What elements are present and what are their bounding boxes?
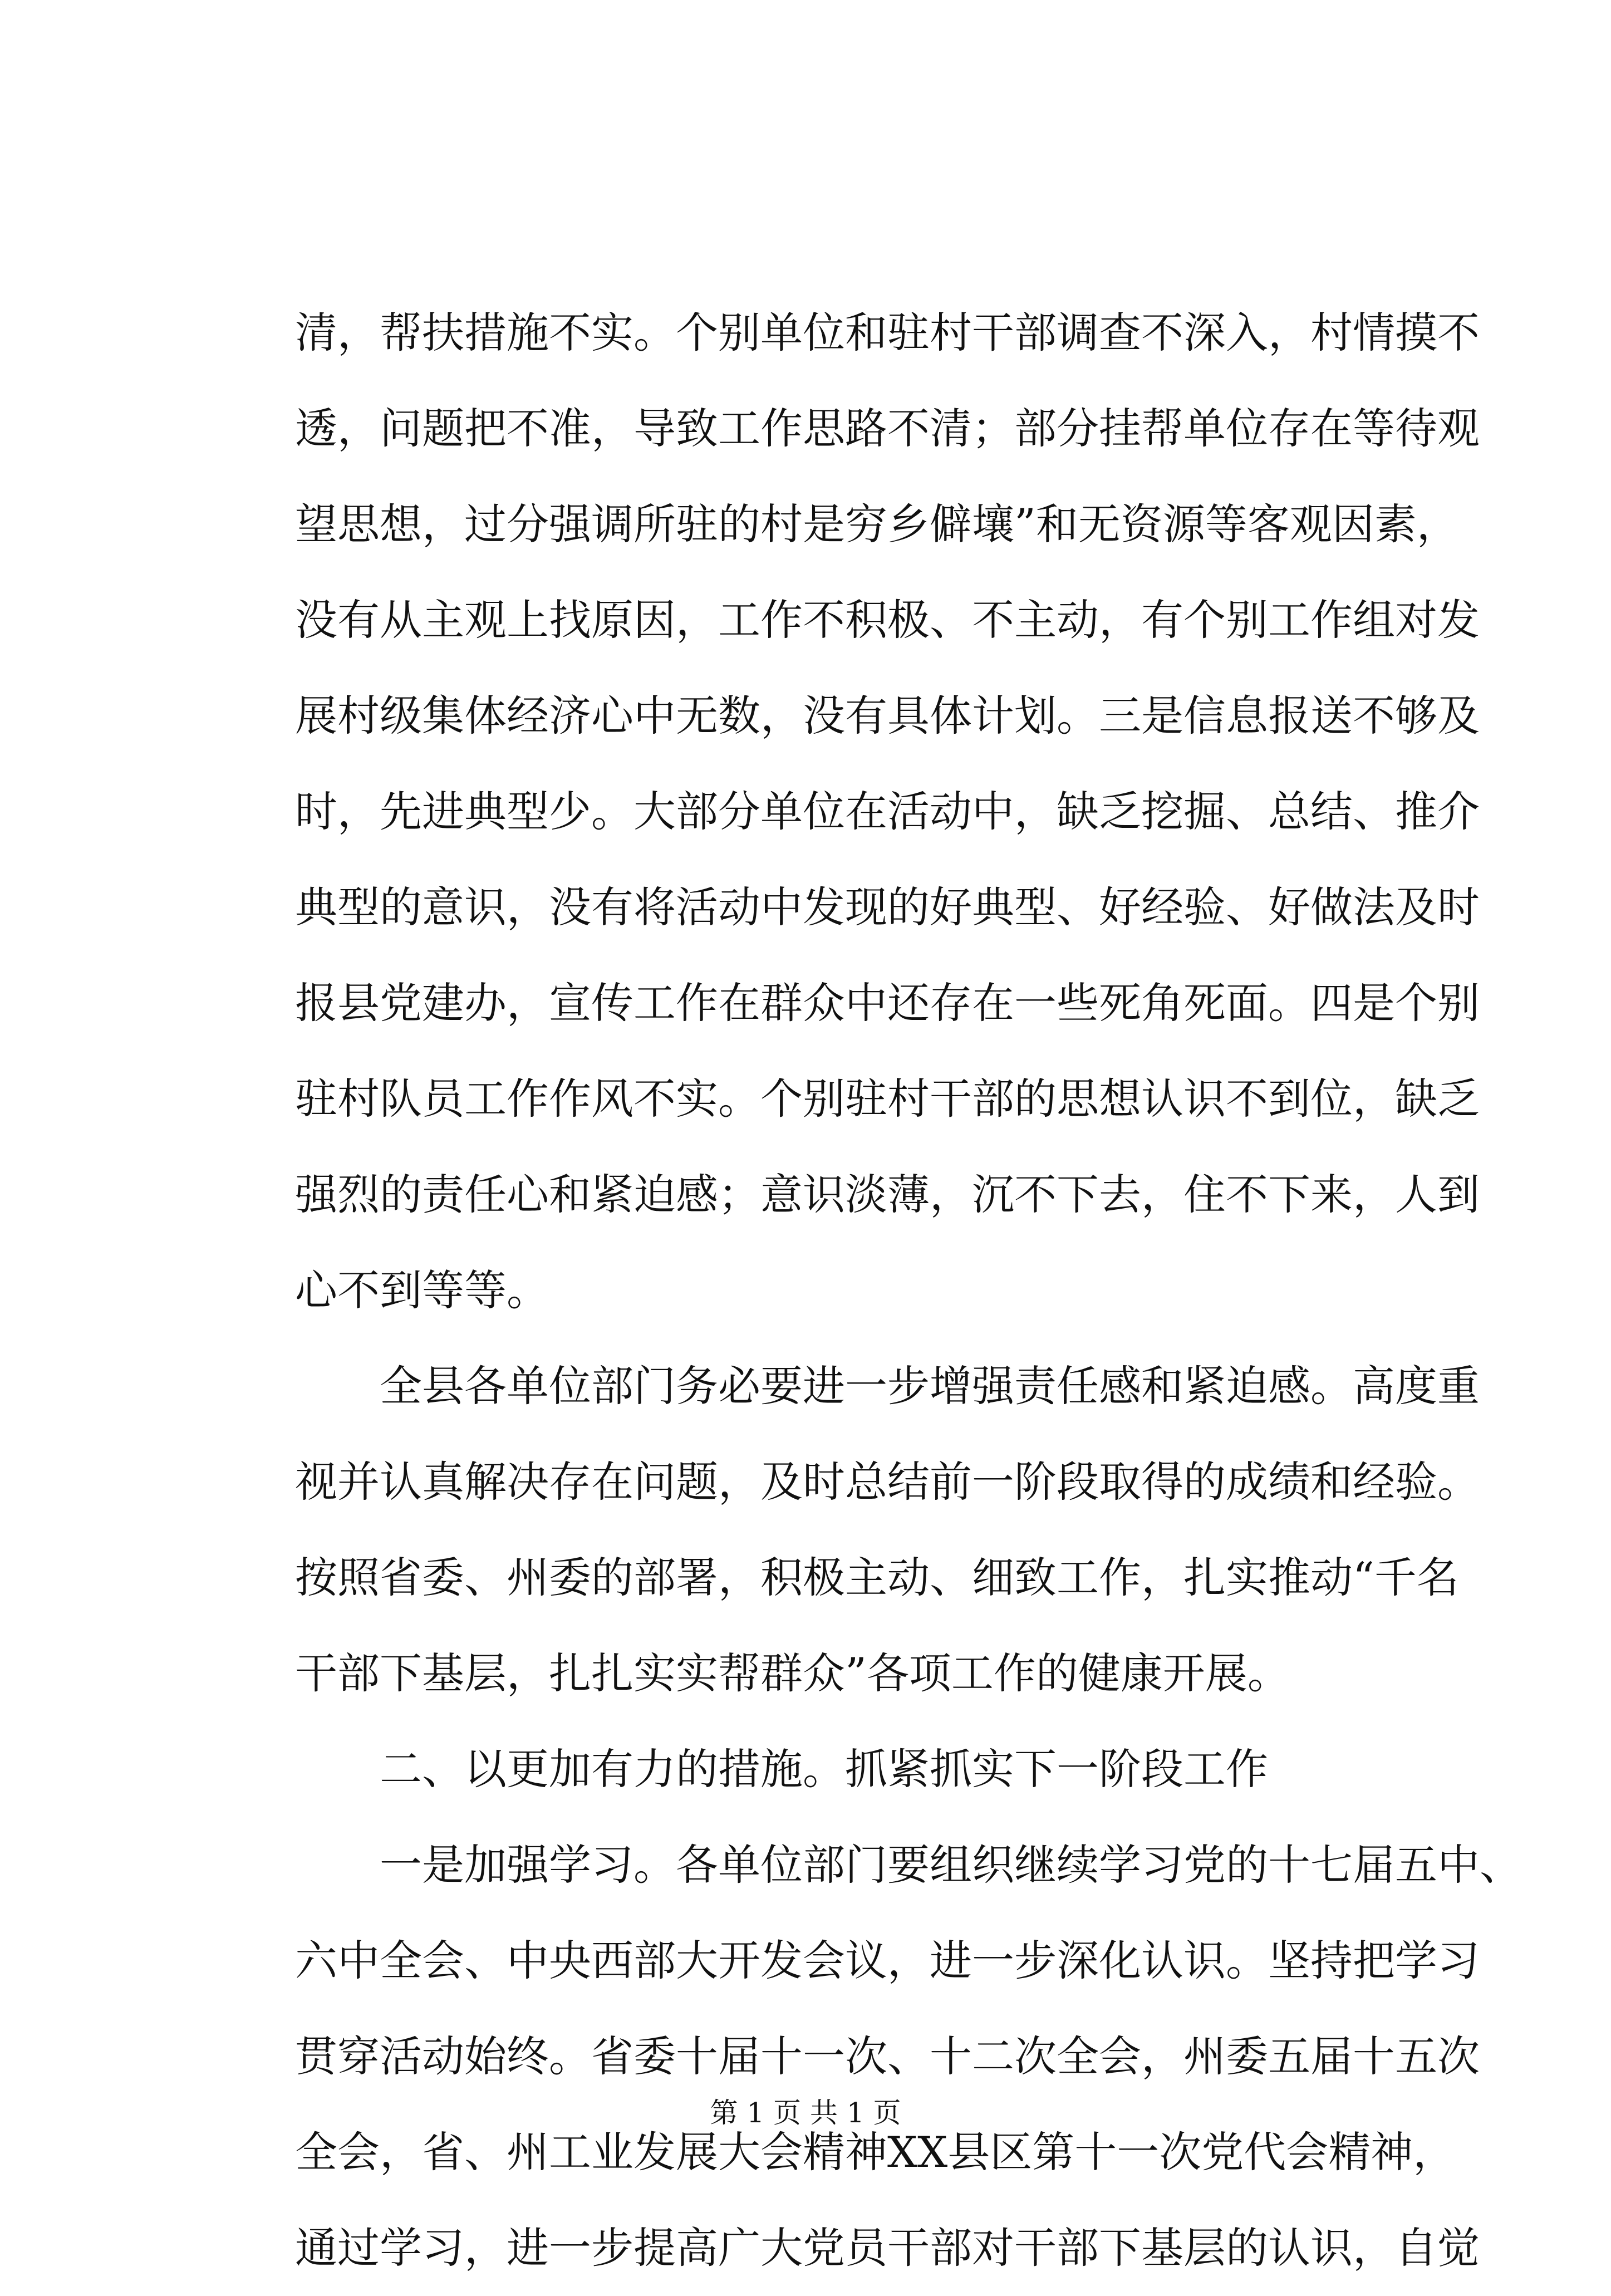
text-line: 按照省委、州委的部署，积极主动、细致工作，扎实推动“千名 bbox=[295, 1553, 1459, 1602]
text-line: 通过学习，进一步提高广大党员干部对干部下基层的认识，自觉 bbox=[295, 2223, 1480, 2273]
text-line: 六中全会、中央西部大开发会议，进一步深化认识。坚持把学习 bbox=[295, 1936, 1480, 1985]
text-line: 透，问题把不准，导致工作思路不清；部分挂帮单位存在等待观 bbox=[295, 404, 1480, 453]
page-footer: 第 1 页 共 1 页 bbox=[710, 2097, 901, 2129]
text-line: 驻村队员工作作风不实。个别驻村干部的思想认识不到位，缺乏 bbox=[295, 1074, 1480, 1124]
text-line: 全会，省、州工业发展大会精神XX县区第十一次党代会精神， bbox=[295, 2127, 1456, 2177]
text-line: 望思想，过分强调所驻的村是穷乡僻壤”和无资源等客观因素， bbox=[295, 499, 1459, 549]
paragraph-start-line: 全县各单位部门务必要进一步增强责任感和紧迫感。高度重 bbox=[380, 1361, 1480, 1411]
text-line: 没有从主观上找原因，工作不积极、不主动，有个别工作组对发 bbox=[295, 595, 1480, 645]
text-line: 贯穿活动始终。省委十届十一次、十二次全会，州委五届十五次 bbox=[295, 2032, 1480, 2081]
text-line: 强烈的责任心和紧迫感；意识淡薄，沉不下去，住不下来，人到 bbox=[295, 1170, 1480, 1219]
document-body bbox=[295, 285, 1522, 2296]
text-line: 展村级集体经济心中无数，没有具体计划。三是信息报送不够及 bbox=[295, 691, 1480, 740]
text-line: 典型的意识，没有将活动中发现的好典型、好经验、好做法及时 bbox=[295, 882, 1480, 932]
text-line: 视并认真解决存在问题，及时总结前一阶段取得的成绩和经验。 bbox=[295, 1457, 1480, 1507]
section-heading: 二、以更加有力的措施。抓紧抓实下一阶段工作 bbox=[380, 1744, 1268, 1794]
text-line: 干部下基层，扎扎实实帮群众”各项工作的健康开展。 bbox=[295, 1649, 1290, 1698]
paragraph-start-line: 一是加强学习。各单位部门要组织继续学习党的十七届五中、 bbox=[380, 1840, 1522, 1890]
text-line: 清，帮扶措施不实。个别单位和驻村干部调查不深入，村情摸不 bbox=[295, 308, 1480, 357]
text-line: 时，先进典型少。大部分单位在活动中，缺乏挖掘、总结、推介 bbox=[295, 787, 1480, 836]
text-line: 心不到等等。 bbox=[295, 1265, 549, 1315]
text-line: 报县党建办，宣传工作在群众中还存在一些死角死面。四是个别 bbox=[295, 978, 1480, 1028]
